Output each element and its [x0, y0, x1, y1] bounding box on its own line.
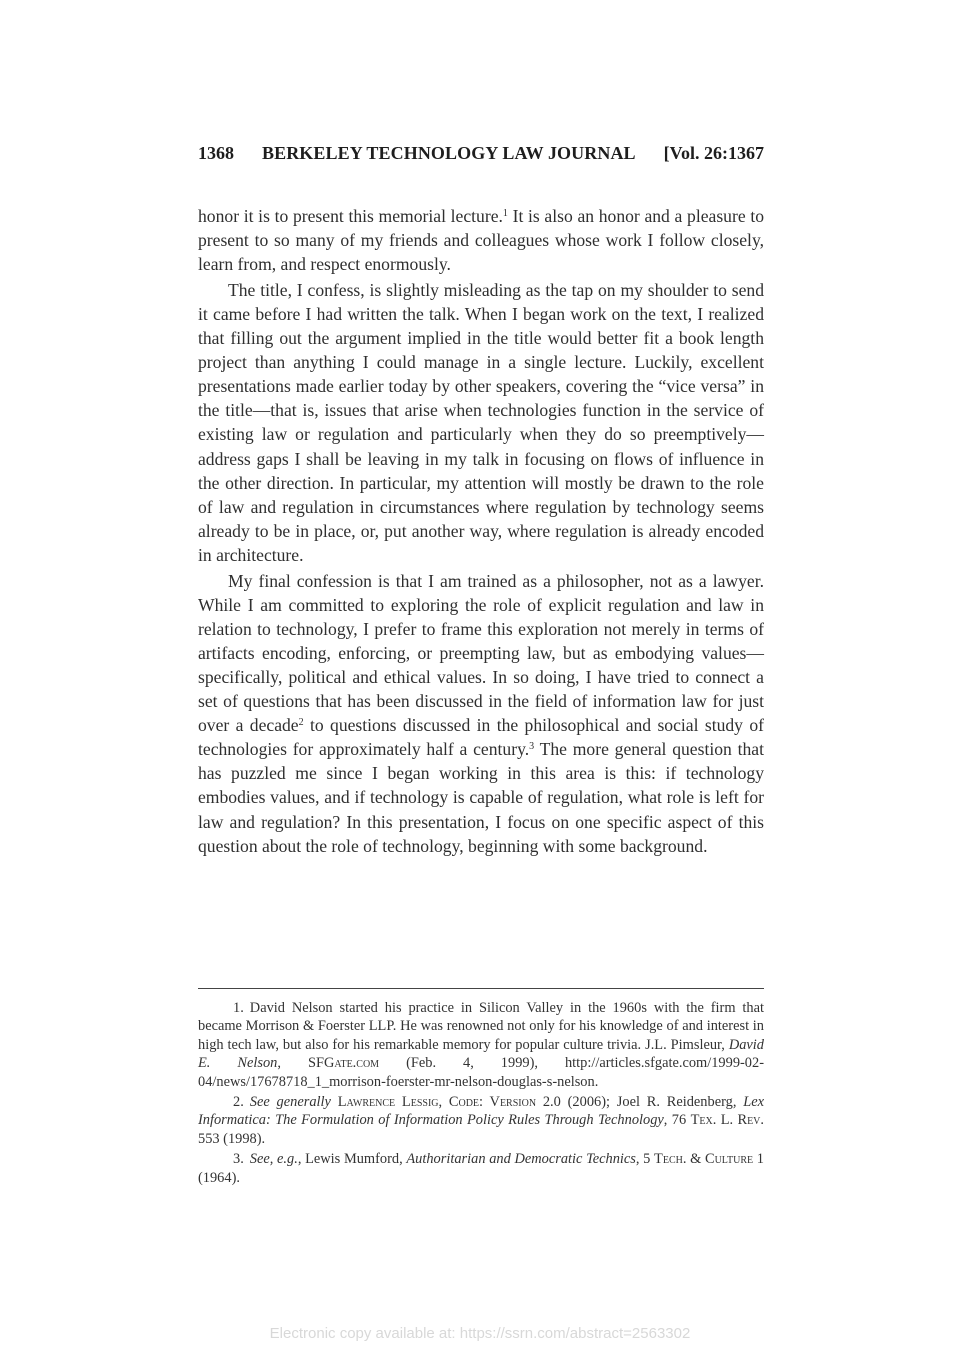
main-text: [198, 204, 764, 859]
footnotes: [198, 999, 764, 1187]
footnote: 3. See, e.g., Lewis Mumford, Authoritarian and Democratic Technics, 5 Tech. & Culture 1 (1964).: [198, 1151, 764, 1186]
volume-citation: [Vol. 26:1367: [663, 143, 764, 163]
footnote: 2. See generally Lawrence Lessig, Code: Version 2.0 (2006); Joel R. Reidenberg, Lex Informatica: The Formulation of Information Policy Rules Through Technology, 76 Tex. L. Rev. 553 (1998).: [198, 1094, 765, 1147]
ssrn-watermark: Electronic copy available at: https://ssrn.com/abstract=2563302: [269, 1325, 691, 1342]
paragraph: My final confession is that I am trained as a philosopher, not as a lawyer. While I am committed to exploring the role of explicit regulation and law in relation to technology, I prefer to frame this exploration not merely in terms of artifacts encoding, enforcing, or preempting law, but as embodying values—specifically, political and ethical values. In so doing, I have tried to connect a set of questions that has been discussed in the field of information law for just over a decade$^2$ to questions discussed in the philosophical and social study of technologies for approximately half a century.$^3$ The more general question that has puzzled me since I began working in this area is this: if technology embodies values, and if technology is capable of regulation, what role is left for law and regulation? In this presentation, I focus on one specific aspect of this question about the role of technology, beginning with some background.: [198, 570, 764, 856]
journal-title: BERKELEY TECHNOLOGY LAW JOURNAL: [261, 143, 636, 163]
footnote-ref[interactable]: 3: [529, 741, 535, 753]
paragraph: honor it is to present this memorial lecture.$^1$ It is also an honor and a pleasure to present to so many of my friends and colleagues whose work I follow closely, learn from, and respect enormously.: [198, 206, 765, 275]
footnote-ref[interactable]: 1: [502, 208, 508, 219]
paragraph: The title, I confess, is slightly misleading as the tap on my shoulder to send it came before I had written the talk. When I began work on the text, I realized that filling out the argument implied in the title would better fit a book length project than anything I could manage in a single lecture. Luckily, excellent presentations made earlier today by other speakers, covering the “vice versa” in the title—that is, issues that arise when technologies function in the service of existing law or regulation and particularly when they do so preemptively—address gaps I shall be leaving in my talk in focusing on flows of influence in the other direction. In particular, my attention will mostly be drawn to the role of law and regulation in circumstances where regulation by technology seems already to be in place, or, put another way, where regulation is already encoded in architecture.: [198, 279, 764, 565]
footnote-divider: [198, 988, 764, 989]
page-number: 1368: [198, 143, 234, 163]
footnote-ref[interactable]: 2: [298, 717, 304, 729]
running-header: [198, 143, 764, 164]
footnote: 1. David Nelson started his practice in Silicon Valley in the 1960s with the firm that became Morrison & Foerster LLP. He was renowned not only for his knowledge of and interest in high tech law, but also for his remarkable memory for popular culture trivia. J.L. Pimsleur, David E. Nelson, SFGate.com (Feb. 4, 1999), http://articles.sfgate.com/1999-02-04/news/17678718_1_morrison-foerster-mr-nelson-douglas-s-nelson.: [198, 1000, 764, 1090]
